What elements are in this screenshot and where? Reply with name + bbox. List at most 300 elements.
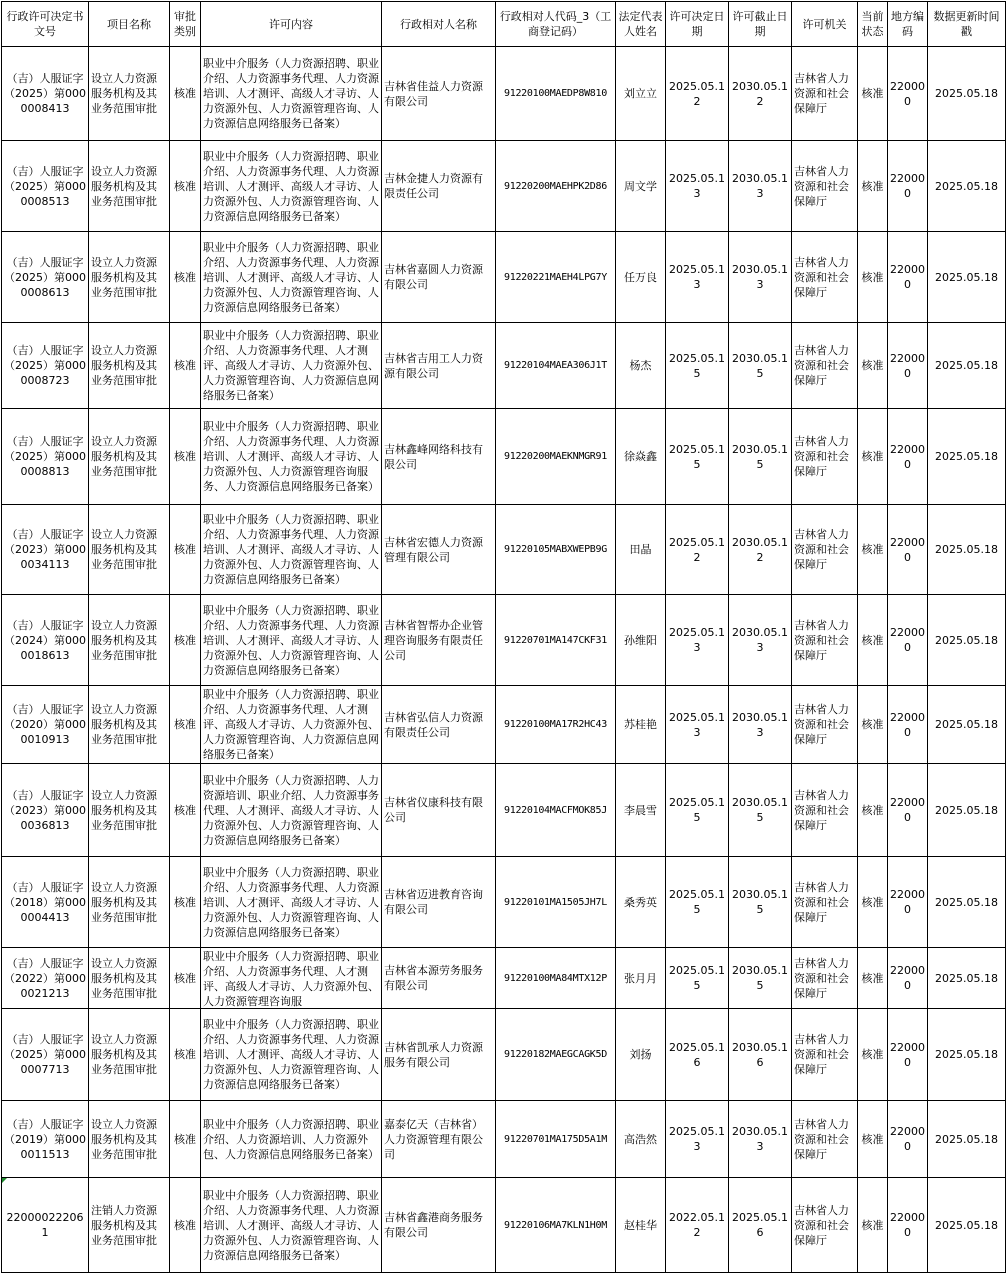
cell-category [170,232,201,323]
cell-region-text: 220000 [890,710,925,739]
cell-updated [928,686,1006,764]
cell-doc-no-text: （吉）人服证字（2024）第0000018613 [4,618,86,662]
cell-status-text: 核准 [861,179,884,193]
cell-authority [792,595,858,686]
cell-start-text: 2025.05.13 [669,263,725,291]
cell-status [858,764,888,857]
cell-status-text: 核准 [861,1048,884,1061]
cell-party-text: 吉林省宏德人力资源管理有限公司 [384,535,483,564]
cell-code-text: 91220200MAEKNMGR91 [504,451,607,462]
cell-code-text: 91220200MAEHPK2D86 [504,180,607,192]
cell-start [666,141,729,232]
cell-content-text: 职业中介服务（人力资源招聘、职业介绍、人力资源事务代理、人力资源培训、人才测评、高级人才寻访、人力资源外包、人力资源管理咨询、人力资源信息网络服务已备案） [203,57,379,130]
cell-party [382,948,496,1009]
cell-end [729,948,792,1009]
cell-code [496,47,616,141]
cell-end [729,409,792,505]
table-row [2,857,1006,948]
cell-project [89,409,170,505]
cell-project [89,1009,170,1101]
cell-project [89,323,170,409]
cell-project-text: 设立人力资源服务机构及其业务范围审批 [91,788,157,832]
cell-authority-text: 吉林省人力资源和社会保障厅 [794,956,849,1000]
cell-doc-no [2,505,89,595]
cell-start [666,595,729,686]
cell-project [89,686,170,764]
cell-party [382,857,496,948]
header-updated: 数据更新时间戳 [928,2,1006,47]
cell-content [201,1009,382,1101]
table-row [2,1178,1006,1273]
cell-content-text: 职业中介服务（人力资源招聘、职业介绍、人力资源事务代理、人力资源培训、人才测评、高级人才寻访、人力资源外包、人力资源管理咨询、人力资源信息网络服务已备案） [203,513,379,586]
cell-end [729,141,792,232]
cell-content [201,47,382,141]
header-party: 行政相对人名称 [382,2,496,47]
cell-category-text: 核准 [174,718,196,731]
cell-party-text: 吉林省弘信人力资源有限责任公司 [384,710,483,739]
header-category: 审批类别 [170,2,201,47]
cell-region-text: 220000 [890,442,925,471]
cell-authority-text: 吉林省人力资源和社会保障厅 [794,528,849,571]
cell-start [666,1101,729,1178]
cell-end [729,686,792,764]
cell-start [666,857,729,948]
cell-start-text: 2025.05.15 [669,351,725,380]
cell-status-text: 核准 [861,971,884,985]
cell-party [382,232,496,323]
header-status: 当前状态 [858,2,888,47]
cell-content-text: 职业中介服务（人力资源招聘、职业介绍、人力资源事务代理、人力资源培训、人才测评、高级人才寻访、人力资源外包、人力资源管理咨询、人力资源信息网络服务已备案） [203,149,379,223]
cell-content-text: 职业中介服务（人力资源招聘、职业介绍、人力资源事务代理、人力资源培训、人才测评、高级人才寻访、人力资源外包、人力资源管理咨询、人力资源信息网络服务已备案） [203,865,379,939]
cell-content-text: 职业中介服务（人力资源招聘、职业介绍、人力资源事务代理、人力资源培训、人才测评、高级人才寻访、人力资源外包、人力资源管理咨询、人力资源信息网络服务已备案） [203,603,379,677]
cell-doc-no-text: （吉）人服证字（2022）第0000021213 [4,956,86,1000]
cell-content [201,409,382,505]
cell-code [496,1009,616,1101]
cell-region [888,141,928,232]
cell-content-text: 职业中介服务（人力资源招聘、人力资源培训、职业介绍、人力资源事务代理、人才测评、高级人才寻访、人力资源外包、人力资源管理咨询、人力资源信息网络服务已备案） [203,773,379,847]
cell-project-text: 设立人力资源服务机构及其业务范围审批 [91,703,157,746]
cell-start [666,409,729,505]
cell-rep [616,857,666,948]
cell-rep [616,1178,666,1273]
cell-start [666,1178,729,1273]
cell-authority [792,232,858,323]
cell-content-text: 职业中介服务（人力资源招聘、职业介绍、人力资源事务代理、人才测评、高级人才寻访、人力资源外包、人力资源管理咨询、人力资源信息网络服务已备案） [203,688,379,761]
cell-region [888,232,928,323]
cell-updated [928,1009,1006,1101]
cell-party-text: 吉林省吉用工人力资源有限公司 [384,351,483,380]
cell-category-text: 核准 [174,359,196,372]
cell-code-text: 91220100MAEDP8W810 [504,88,607,99]
cell-updated-text: 2025.05.18 [935,1218,998,1232]
cell-rep-text: 桑秀英 [624,895,657,909]
cell-doc-no [2,948,89,1009]
cell-authority-text: 吉林省人力资源和社会保障厅 [794,703,849,746]
cell-status-text: 核准 [861,543,884,556]
cell-rep [616,1009,666,1101]
cell-status [858,505,888,595]
cell-party-text: 吉林金捷人力资源有限责任公司 [384,172,483,200]
license-table [1,1,1006,1273]
cell-authority-text: 吉林省人力资源和社会保障厅 [794,1203,849,1247]
cell-code-text: 91220221MAEH4LPG7Y [504,271,607,283]
cell-doc-no-text: （吉）人服证字（2025）第0000008613 [4,255,86,299]
cell-end-text: 2030.05.15 [732,351,788,380]
cell-status [858,141,888,232]
header-authority: 许可机关 [792,2,858,47]
cell-status-text: 核准 [861,718,884,731]
cell-party [382,323,496,409]
cell-region [888,857,928,948]
cell-content-text: 职业中介服务（人力资源招聘、职业介绍、人力资源事务代理、人才测评、高级人才寻访、人力资源外包、人力资源管理咨询、人力资源信息网络服务已备案） [203,329,379,402]
cell-doc-no-text: （吉）人服证字（2023）第0000036813 [4,788,86,832]
cell-updated [928,857,1006,948]
cell-authority-text: 吉林省人力资源和社会保障厅 [794,880,849,924]
cell-project-text: 设立人力资源服务机构及其业务范围审批 [91,956,157,1000]
cell-rep-text: 刘立立 [624,87,657,100]
cell-start-text: 2025.05.15 [669,888,725,916]
cell-updated [928,141,1006,232]
cell-party [382,505,496,595]
cell-project-text: 设立人力资源服务机构及其业务范围审批 [91,618,157,662]
cell-code-text: 91220100MA84MTX12P [504,972,607,984]
cell-rep [616,1101,666,1178]
cell-code-text: 91220104MAEA306J1T [504,360,607,371]
cell-code [496,764,616,857]
cell-code-text: 91220182MAEGCAGK5D [504,1049,607,1060]
cell-authority [792,857,858,948]
cell-updated-text: 2025.05.18 [935,450,998,463]
cell-content [201,686,382,764]
cell-region [888,595,928,686]
cell-status [858,232,888,323]
cell-project-text: 设立人力资源服务机构及其业务范围审批 [91,72,157,115]
cell-region [888,764,928,857]
cell-code-text: 91220105MABXWEPB9G [504,544,607,555]
cell-party [382,1101,496,1178]
cell-rep [616,141,666,232]
header-project: 项目名称 [89,2,170,47]
cell-rep [616,323,666,409]
cell-end-text: 2030.05.12 [732,535,788,564]
cell-region [888,1101,928,1178]
cell-start-text: 2025.05.12 [669,79,725,108]
cell-region-text: 220000 [890,1211,925,1239]
cell-authority-text: 吉林省人力资源和社会保障厅 [794,344,849,387]
cell-rep-text: 田晶 [629,543,652,556]
cell-rep-text: 孙维阳 [624,633,657,647]
cell-updated-text: 2025.05.18 [935,179,998,193]
cell-authority-text: 吉林省人力资源和社会保障厅 [794,618,849,662]
cell-rep [616,686,666,764]
cell-updated [928,764,1006,857]
cell-end [729,595,792,686]
cell-party-text: 吉林省本源劳务服务有限公司 [384,964,483,992]
cell-updated [928,47,1006,141]
cell-party-text: 吉林鑫峰网络科技有限公司 [384,442,483,471]
cell-category-text: 核准 [174,895,196,909]
cell-project-text: 注销人力资源服务机构及其业务范围审批 [91,1203,157,1247]
cell-updated [928,1178,1006,1273]
cell-status [858,323,888,409]
table-row [2,232,1006,323]
cell-rep [616,232,666,323]
table-row [2,1101,1006,1178]
cell-doc-no-text: （吉）人服证字（2025）第0000008813 [4,435,86,478]
cell-category-text: 核准 [174,633,196,647]
cell-doc-no-text: （吉）人服证字（2020）第0000010913 [4,703,86,746]
cell-updated [928,409,1006,505]
cell-region-text: 220000 [890,263,925,291]
cell-end [729,47,792,141]
cell-rep [616,764,666,857]
cell-region [888,1178,928,1273]
cell-rep [616,505,666,595]
cell-party [382,1009,496,1101]
cell-doc-no-text: 220000222061 [6,1211,84,1239]
cell-category-text: 核准 [174,803,196,817]
table-row [2,409,1006,505]
cell-start [666,47,729,141]
cell-region-text: 220000 [890,535,925,564]
cell-end-text: 2030.05.15 [732,964,788,992]
cell-updated-text: 2025.05.18 [935,87,998,100]
cell-end [729,1178,792,1273]
cell-status [858,686,888,764]
cell-code [496,857,616,948]
cell-content [201,1178,382,1273]
cell-category [170,1009,201,1101]
cell-category [170,1178,201,1273]
header-rep: 法定代表人姓名 [616,2,666,47]
cell-end-text: 2030.05.13 [732,263,788,291]
cell-rep-text: 赵桂华 [624,1218,657,1232]
cell-party-text: 嘉泰亿天（吉林省）人力资源管理有限公司 [384,1117,483,1161]
cell-content [201,1101,382,1178]
cell-doc-no [2,857,89,948]
cell-category-text: 核准 [174,270,196,284]
cell-party-text: 吉林省嘉圆人力资源有限公司 [384,263,483,291]
cell-authority [792,47,858,141]
cell-party-text: 吉林省智帮办企业管理咨询服务有限责任公司 [384,618,483,662]
cell-authority-text: 吉林省人力资源和社会保障厅 [794,1117,849,1161]
cell-updated-text: 2025.05.18 [935,971,998,985]
cell-updated-text: 2025.05.18 [935,718,998,731]
cell-category [170,686,201,764]
cell-party-text: 吉林省鑫港商务服务有限公司 [384,1211,483,1239]
table-row [2,764,1006,857]
cell-code [496,409,616,505]
cell-end [729,232,792,323]
cell-authority [792,686,858,764]
cell-region-text: 220000 [890,1125,925,1153]
cell-project [89,1101,170,1178]
cell-content-text: 职业中介服务（人力资源招聘、职业介绍、人力资源培训、人力资源外包、人力资源信息网络服务已备案） [203,1117,379,1161]
cell-doc-no [2,409,89,505]
cell-doc-no [2,1178,89,1273]
cell-start-text: 2025.05.16 [669,1040,725,1069]
table-row [2,141,1006,232]
cell-doc-no [2,47,89,141]
cell-project [89,141,170,232]
cell-end [729,857,792,948]
header-row [2,2,1006,47]
cell-start-text: 2025.05.15 [669,964,725,992]
cell-project [89,232,170,323]
cell-end [729,764,792,857]
cell-status-text: 核准 [861,87,884,100]
cell-code-text: 91220104MACFMOK85J [504,804,607,816]
cell-end-text: 2030.05.13 [732,626,788,654]
cell-status [858,409,888,505]
cell-updated-text: 2025.05.18 [935,803,998,817]
cell-doc-no-text: （吉）人服证字（2025）第0000008723 [4,344,86,387]
cell-status-text: 核准 [861,359,884,372]
cell-start [666,505,729,595]
cell-doc-no-text: （吉）人服证字（2019）第0000011513 [4,1117,86,1161]
cell-category [170,764,201,857]
cell-code [496,1101,616,1178]
cell-status-text: 核准 [861,895,884,909]
cell-end-text: 2030.05.13 [732,1125,788,1153]
cell-authority [792,323,858,409]
cell-start [666,323,729,409]
cell-project [89,47,170,141]
cell-updated [928,1101,1006,1178]
table-row [2,47,1006,141]
cell-category-text: 核准 [174,450,196,463]
cell-updated-text: 2025.05.18 [935,1048,998,1061]
cell-doc-no-text: （吉）人服证字（2025）第0000008413 [4,72,86,115]
cell-authority [792,505,858,595]
cell-updated [928,595,1006,686]
cell-status [858,1101,888,1178]
cell-region-text: 220000 [890,172,925,200]
table-row [2,505,1006,595]
cell-end [729,323,792,409]
header-end: 许可截止日期 [729,2,792,47]
cell-status-text: 核准 [861,633,884,647]
cell-category [170,948,201,1009]
cell-updated [928,948,1006,1009]
cell-updated [928,232,1006,323]
cell-project-text: 设立人力资源服务机构及其业务范围审批 [91,1033,157,1076]
cell-party [382,47,496,141]
cell-project-text: 设立人力资源服务机构及其业务范围审批 [91,344,157,387]
cell-rep-text: 任万良 [624,270,657,284]
cell-updated-text: 2025.05.18 [935,270,998,284]
cell-code-text: 91220701MA175D5A1M [504,1133,607,1145]
cell-rep-text: 徐焱鑫 [624,450,657,463]
cell-doc-no [2,141,89,232]
cell-doc-no [2,232,89,323]
cell-category-text: 核准 [174,1218,196,1232]
cell-project-text: 设立人力资源服务机构及其业务范围审批 [91,164,157,208]
cell-project [89,1178,170,1273]
cell-party [382,686,496,764]
cell-doc-no-text: （吉）人服证字（2018）第0000004413 [4,880,86,924]
cell-start-text: 2025.05.12 [669,535,725,564]
cell-code-text: 91220100MA17R2HC43 [504,719,607,730]
cell-rep [616,595,666,686]
cell-category [170,595,201,686]
cell-end-text: 2030.05.15 [732,442,788,471]
header-region: 地方编码 [888,2,928,47]
table-row [2,948,1006,1009]
cell-start [666,948,729,1009]
cell-end-text: 2030.05.13 [732,172,788,200]
cell-project-text: 设立人力资源服务机构及其业务范围审批 [91,435,157,478]
cell-category [170,323,201,409]
cell-party-text: 吉林省迈进教育咨询有限公司 [384,888,483,916]
cell-authority [792,948,858,1009]
cell-category-text: 核准 [174,971,196,985]
cell-end-text: 2030.05.16 [732,1040,788,1069]
cell-region-text: 220000 [890,351,925,380]
cell-end [729,1101,792,1178]
cell-content-text: 职业中介服务（人力资源招聘、职业介绍、人力资源事务代理、人才测评、高级人才寻访、人力资源外包、人力资源管理咨询服 [203,949,379,1008]
cell-content [201,595,382,686]
cell-start [666,764,729,857]
cell-updated-text: 2025.05.18 [935,1132,998,1146]
cell-updated [928,323,1006,409]
table-row [2,1009,1006,1101]
table-row [2,595,1006,686]
cell-code [496,141,616,232]
cell-code [496,686,616,764]
cell-category-text: 核准 [174,543,196,556]
cell-category [170,141,201,232]
cell-content-text: 职业中介服务（人力资源招聘、职业介绍、人力资源事务代理、人力资源培训、人才测评、高级人才寻访、人力资源外包、人力资源管理咨询、人力资源信息网络服务已备案） [203,1188,379,1262]
cell-category-text: 核准 [174,87,196,100]
cell-doc-no-text: （吉）人服证字（2023）第0000034113 [4,528,86,571]
cell-status [858,857,888,948]
cell-party-text: 吉林省仪康科技有限公司 [384,796,483,824]
cell-rep-text: 周文学 [624,179,657,193]
cell-status [858,595,888,686]
cell-code-text: 91220701MA147CKF31 [504,634,607,646]
cell-updated-text: 2025.05.18 [935,359,998,372]
cell-category [170,1101,201,1178]
cell-party [382,764,496,857]
cell-rep [616,47,666,141]
cell-start-text: 2025.05.13 [669,1125,725,1153]
cell-party [382,1178,496,1273]
header-start: 许可决定日期 [666,2,729,47]
cell-updated-text: 2025.05.18 [935,633,998,647]
cell-content [201,232,382,323]
cell-party [382,595,496,686]
cell-status-text: 核准 [861,803,884,817]
cell-authority [792,1101,858,1178]
cell-start-text: 2025.05.15 [669,442,725,471]
cell-end-text: 2030.05.15 [732,888,788,916]
cell-doc-no [2,595,89,686]
cell-authority-text: 吉林省人力资源和社会保障厅 [794,1033,849,1076]
cell-authority [792,1178,858,1273]
cell-region [888,505,928,595]
cell-end-text: 2025.05.16 [732,1211,788,1239]
cell-end-text: 2030.05.15 [732,796,788,824]
cell-status [858,1009,888,1101]
cell-content-text: 职业中介服务（人力资源招聘、职业介绍、人力资源事务代理、人力资源培训、人才测评、高级人才寻访、人力资源外包、人力资源管理咨询、人力资源信息网络服务已备案） [203,240,379,314]
cell-status-text: 核准 [861,1132,884,1146]
cell-doc-no [2,764,89,857]
cell-status-text: 核准 [861,450,884,463]
cell-content [201,505,382,595]
cell-project [89,857,170,948]
cell-updated-text: 2025.05.18 [935,895,998,909]
